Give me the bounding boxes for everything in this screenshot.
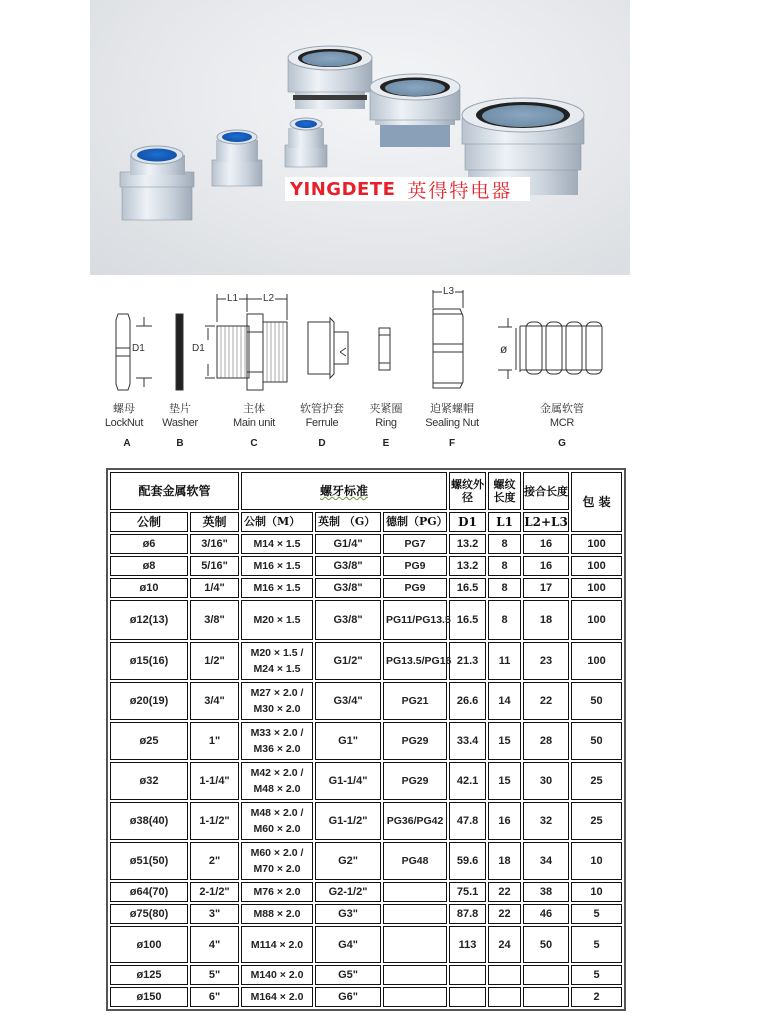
cell-thread-imperial: G1/2" [315,642,381,680]
table-row [110,926,622,963]
cell-outer-dia: 26.6 [449,682,486,720]
part-label-d: 软管护套 Ferrule [300,402,344,429]
cell-thread-german: PG36/PG42 [383,802,447,840]
part-letter-f: F [448,438,456,449]
cell-imperial: 3" [190,904,239,924]
cell-imperial: 5/16" [190,556,239,576]
cell-thread-german: PG13.5/PG16 [383,642,447,680]
cell-thread-german: PG9 [383,556,447,576]
cell-thread-imperial: G1-1/2" [315,802,381,840]
table-row [110,534,622,554]
cell-thread-length: 11 [488,642,521,680]
cell-imperial: 1/4" [190,578,239,598]
cell-metric: ø51(50) [110,842,188,880]
cell-metric: ø100 [110,926,188,963]
cell-thread-german: PG11/PG13.5 [383,600,447,640]
table-row [110,904,622,924]
cell-joint-length: 28 [523,722,569,760]
cell-packing: 50 [571,722,622,760]
brand-logo [285,177,530,201]
cell-thread-german: PG9 [383,578,447,598]
cell-joint-length [523,965,569,985]
cell-joint-length: 46 [523,904,569,924]
cell-thread-german [383,926,447,963]
brand-name-en: YINGDETE [290,178,396,200]
cell-packing: 100 [571,534,622,554]
header-imperial: 英制 [190,512,239,532]
cell-thread-length: 8 [488,556,521,576]
table-row [110,722,622,760]
fitting-large-1 [288,46,372,109]
cell-imperial: 1" [190,722,239,760]
header-hose: 配套金属软管 [110,472,239,510]
header-metric: 公制 [110,512,188,532]
table-row [110,842,622,880]
cell-thread-metric: M16 × 1.5 [241,556,313,576]
cell-imperial: 1-1/2" [190,802,239,840]
cell-packing: 10 [571,842,622,880]
cell-thread-length: 24 [488,926,521,963]
cell-joint-length: 17 [523,578,569,598]
cell-packing: 100 [571,578,622,598]
spec-table [106,468,626,1011]
cell-joint-length: 22 [523,682,569,720]
cell-thread-imperial: G3/8" [315,556,381,576]
part-label-e: 夹紧圈 Ring [369,402,403,429]
table-row [110,987,622,1007]
cell-thread-length: 14 [488,682,521,720]
brand-name-cn: 英得特电器 [407,179,513,202]
cell-thread-length: 15 [488,762,521,800]
cell-metric: ø25 [110,722,188,760]
cell-thread-german [383,882,447,902]
header-l1: L1 [488,512,521,532]
cell-imperial: 3/4" [190,682,239,720]
cell-metric: ø10 [110,578,188,598]
cell-joint-length: 18 [523,600,569,640]
cell-thread-german: PG29 [383,762,447,800]
header-joint-len: 接合长度 [523,472,569,510]
mcr-hose-drawing [498,318,602,379]
cell-outer-dia: 13.2 [449,534,486,554]
header-thread-metric: 公制（M） [241,512,313,532]
cell-thread-metric: M42 × 2.0 / M48 × 2.0 [241,762,313,800]
cell-thread-metric: M20 × 1.5 / M24 × 1.5 [241,642,313,680]
part-label-b: 垫片 Washer [162,402,198,429]
cell-thread-length: 18 [488,842,521,880]
part-label-a: 螺母 LockNut [104,402,144,429]
part-letter-c: C [250,438,258,449]
cell-outer-dia: 59.6 [449,842,486,880]
part-letter-e: E [382,438,390,449]
parts-drawing [100,280,660,392]
header-row-1 [110,472,622,510]
dim-d1-main: D1 [192,343,205,354]
cell-metric: ø150 [110,987,188,1007]
cell-imperial: 2-1/2" [190,882,239,902]
dim-diameter: ø [500,342,508,356]
cell-metric: ø6 [110,534,188,554]
cell-imperial: 3/8" [190,600,239,640]
parts-diagram [100,280,660,455]
table-row [110,642,622,680]
product-photo [90,0,630,275]
cell-thread-length: 8 [488,600,521,640]
cell-metric: ø15(16) [110,642,188,680]
cell-thread-imperial: G3" [315,904,381,924]
cell-outer-dia: 75.1 [449,882,486,902]
ferrule-drawing [308,318,348,378]
cell-outer-dia: 21.3 [449,642,486,680]
cell-packing: 25 [571,802,622,840]
cell-joint-length: 32 [523,802,569,840]
cell-thread-german [383,965,447,985]
cell-outer-dia: 16.5 [449,600,486,640]
cell-thread-imperial: G2-1/2" [315,882,381,902]
header-l23: L2+L3 [523,512,569,532]
cell-imperial: 6" [190,987,239,1007]
cell-thread-german: PG29 [383,722,447,760]
cell-joint-length [523,987,569,1007]
washer-drawing [176,314,183,390]
table-row [110,556,622,576]
header-thread-german: 德制（PG） [383,512,447,532]
cell-thread-german: PG7 [383,534,447,554]
cell-packing: 5 [571,965,622,985]
cell-joint-length: 23 [523,642,569,680]
cell-thread-metric: M27 × 2.0 / M30 × 2.0 [241,682,313,720]
fitting-large-2 [370,74,460,147]
cell-packing: 25 [571,762,622,800]
cell-thread-imperial: G3/8" [315,600,381,640]
cell-metric: ø32 [110,762,188,800]
cell-metric: ø64(70) [110,882,188,902]
cell-imperial: 1/2" [190,642,239,680]
table-row [110,600,622,640]
cell-thread-german: PG21 [383,682,447,720]
cell-packing: 100 [571,556,622,576]
part-label-f: 迫紧螺帽 Sealing Nut [425,402,479,429]
part-label-c: 主体 Main unit [233,402,275,429]
cell-metric: ø75(80) [110,904,188,924]
cell-thread-length [488,987,521,1007]
cell-thread-metric: M16 × 1.5 [241,578,313,598]
fitting-small-3 [285,118,327,167]
cell-imperial: 1-1/4" [190,762,239,800]
cell-joint-length: 16 [523,556,569,576]
part-letter-b: B [176,438,184,449]
cell-metric: ø38(40) [110,802,188,840]
cell-thread-imperial: G3/8" [315,578,381,598]
cell-metric: ø20(19) [110,682,188,720]
cell-metric: ø12(13) [110,600,188,640]
header-packing: 包 装 [571,472,622,532]
cell-thread-metric: M20 × 1.5 [241,600,313,640]
header-row-2 [110,512,622,532]
cell-imperial: 3/16" [190,534,239,554]
part-letter-d: D [318,438,326,449]
cell-packing: 5 [571,926,622,963]
table-row [110,578,622,598]
cell-outer-dia: 113 [449,926,486,963]
cell-metric: ø125 [110,965,188,985]
dim-l3: L3 [443,286,455,297]
ring-drawing [379,328,390,370]
cell-joint-length: 30 [523,762,569,800]
dim-l1: L1 [227,293,239,304]
cell-imperial: 2" [190,842,239,880]
fitting-small-2 [212,130,262,186]
cell-outer-dia: 47.8 [449,802,486,840]
header-outer-dia: 螺纹外径 [449,472,486,510]
cell-thread-imperial: G5" [315,965,381,985]
cell-outer-dia: 33.4 [449,722,486,760]
cell-thread-imperial: G2" [315,842,381,880]
cell-thread-metric: M114 × 2.0 [241,926,313,963]
cell-imperial: 5" [190,965,239,985]
cell-thread-metric: M33 × 2.0 / M36 × 2.0 [241,722,313,760]
cell-thread-metric: M48 × 2.0 / M60 × 2.0 [241,802,313,840]
cell-thread-imperial: G1-1/4" [315,762,381,800]
cell-thread-metric: M140 × 2.0 [241,965,313,985]
cell-outer-dia: 42.1 [449,762,486,800]
cell-packing: 5 [571,904,622,924]
cell-thread-length: 22 [488,904,521,924]
cell-thread-metric: M164 × 2.0 [241,987,313,1007]
cell-thread-german: PG48 [383,842,447,880]
table-row [110,882,622,902]
table-row [110,762,622,800]
cell-thread-metric: M76 × 2.0 [241,882,313,902]
cell-thread-length: 15 [488,722,521,760]
cell-packing: 100 [571,642,622,680]
cell-thread-imperial: G4" [315,926,381,963]
cell-joint-length: 34 [523,842,569,880]
cell-outer-dia [449,987,486,1007]
cell-thread-metric: M88 × 2.0 [241,904,313,924]
cell-packing: 50 [571,682,622,720]
table-row [110,802,622,840]
thread-lines [221,322,283,382]
cell-outer-dia: 87.8 [449,904,486,924]
cell-thread-imperial: G3/4" [315,682,381,720]
part-letter-g: G [558,438,566,449]
cell-outer-dia: 13.2 [449,556,486,576]
header-thread-imperial: 英制 （G） [315,512,381,532]
table-row [110,965,622,985]
main-unit-drawing [205,294,287,390]
fitting-small-1 [120,146,194,220]
part-label-g: 金属软管 MCR [540,402,584,429]
fittings-illustration [90,0,630,275]
header-d1: D1 [449,512,486,532]
cell-outer-dia: 16.5 [449,578,486,598]
cell-thread-imperial: G6" [315,987,381,1007]
header-thread: 螺牙标准 [241,472,447,510]
cell-thread-length [488,965,521,985]
dim-d1-locknut: D1 [132,343,145,354]
cell-thread-german [383,987,447,1007]
cell-metric: ø8 [110,556,188,576]
cell-joint-length: 38 [523,882,569,902]
cell-thread-metric: M14 × 1.5 [241,534,313,554]
cell-packing: 10 [571,882,622,902]
cell-thread-imperial: G1" [315,722,381,760]
part-letter-a: A [123,438,131,449]
cell-packing: 100 [571,600,622,640]
cell-thread-imperial: G1/4" [315,534,381,554]
cell-thread-length: 8 [488,534,521,554]
table-row [110,682,622,720]
cell-thread-length: 16 [488,802,521,840]
cell-packing: 2 [571,987,622,1007]
header-thread-len: 螺纹长度 [488,472,521,510]
cell-joint-length: 16 [523,534,569,554]
cell-outer-dia [449,965,486,985]
sealing-nut-drawing [433,290,463,388]
cell-imperial: 4" [190,926,239,963]
dim-l2: L2 [263,293,275,304]
cell-thread-german [383,904,447,924]
cell-thread-length: 8 [488,578,521,598]
cell-thread-metric: M60 × 2.0 / M70 × 2.0 [241,842,313,880]
cell-thread-length: 22 [488,882,521,902]
cell-joint-length: 50 [523,926,569,963]
